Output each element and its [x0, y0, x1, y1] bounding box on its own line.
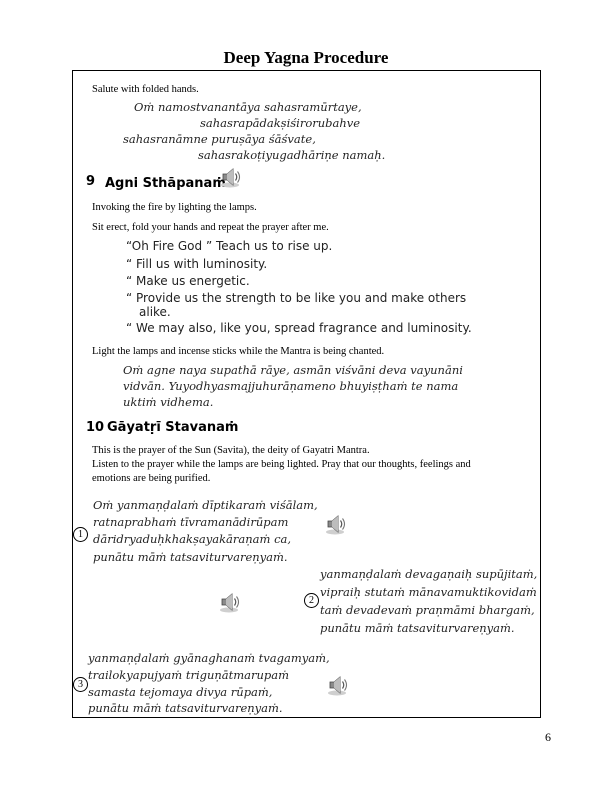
section-9-number: 9	[86, 174, 96, 189]
verse-1-line: dāridryaduḥkhakṣayakāraṇaṁ ca,	[93, 532, 292, 546]
section-10-number: 10	[86, 420, 105, 435]
prayer-line: “ Make us energetic.	[126, 274, 250, 288]
verse-1-line: ratnaprabhaṁ tīvramanādirūpam	[93, 515, 289, 529]
verse-3-line: samasta tejomaya divya rūpaṁ,	[88, 685, 273, 699]
prayer-line: “ Provide us the strength to be like you and make others	[126, 291, 467, 305]
section-10-line: Listen to the prayer while the lamps are being lighted. Pray that our thoughts, feelings and	[92, 459, 471, 470]
speaker-icon[interactable]	[217, 590, 241, 614]
verse-1-marker: 1	[73, 527, 88, 542]
section-9-line: Sit erect, fold your hands and repeat the prayer after me.	[92, 222, 329, 233]
page-number: 6	[545, 730, 551, 744]
agne-mantra-line: Oṁ agne naya supathā rāye, asmān viśvāni deva vayunāni	[123, 363, 463, 377]
verse-1-line: Oṁ yanmaṇḍalaṁ dīptikaraṁ viśālam,	[93, 498, 318, 512]
verse-3-line: yanmaṇḍalaṁ gyānaghanaṁ tvagamyaṁ,	[88, 651, 330, 665]
verse-2-line: vipraiḥ stutaṁ mānavamuktikovidaṁ	[320, 585, 537, 599]
intro-instruction: Salute with folded hands.	[92, 84, 199, 95]
section-9-line: Invoking the fire by lighting the lamps.	[92, 202, 257, 213]
verse-2-marker: 2	[304, 593, 319, 608]
verse-1-line: punātu māṁ tatsaviturvareṇyaṁ.	[93, 550, 288, 564]
verse-3-marker: 3	[73, 677, 88, 692]
verse-3-line: punātu māṁ tatsaviturvareṇyaṁ.	[88, 701, 283, 715]
agne-mantra-line: vidvān. Yuyodhyasmajjuhurāṇameno bhuyiṣṭhaṁ te nama	[123, 379, 459, 393]
prayer-line: alike.	[139, 305, 171, 319]
speaker-icon[interactable]	[218, 165, 242, 189]
section-9-title: Agni Sthāpanaṁ	[105, 176, 226, 191]
lamp-instruction: Light the lamps and incense sticks while the Mantra is being chanted.	[92, 346, 385, 357]
intro-mantra-line: sahasrapādakṣiśirorubahve	[200, 116, 361, 130]
intro-mantra-line: sahasranāmne puruṣāya śāśvate,	[123, 132, 316, 146]
verse-2-line: punātu māṁ tatsaviturvareṇyaṁ.	[320, 621, 515, 635]
speaker-icon[interactable]	[323, 512, 347, 536]
verse-2-line: taṁ devadevaṁ praṇmāmi bhargaṁ,	[320, 603, 535, 617]
prayer-line: “ Fill us with luminosity.	[126, 257, 268, 271]
section-10-title: Gāyatṛī Stavanaṁ	[107, 420, 239, 435]
section-10-line: emotions are being purified.	[92, 473, 211, 484]
section-10-line: This is the prayer of the Sun (Savita), the deity of Gayatri Mantra.	[92, 445, 370, 456]
agne-mantra-line: uktiṁ vidhema.	[123, 395, 214, 409]
intro-mantra-line: sahasrakoṭiyugadhāriṇe namaḥ.	[198, 148, 386, 162]
prayer-line: “Oh Fire God ” Teach us to rise up.	[126, 239, 333, 253]
intro-mantra-line: Oṁ namostvanantāya sahasramūrtaye,	[134, 100, 362, 114]
page-title: Deep Yagna Procedure	[223, 48, 389, 67]
verse-2-line: yanmaṇḍalaṁ devagaṇaiḥ supūjitaṁ,	[320, 567, 538, 581]
speaker-icon[interactable]	[325, 673, 349, 697]
verse-3-line: trailokyapujyaṁ triguṇātmarupaṁ	[88, 668, 290, 682]
prayer-line: “ We may also, like you, spread fragrance and luminosity.	[126, 321, 472, 335]
